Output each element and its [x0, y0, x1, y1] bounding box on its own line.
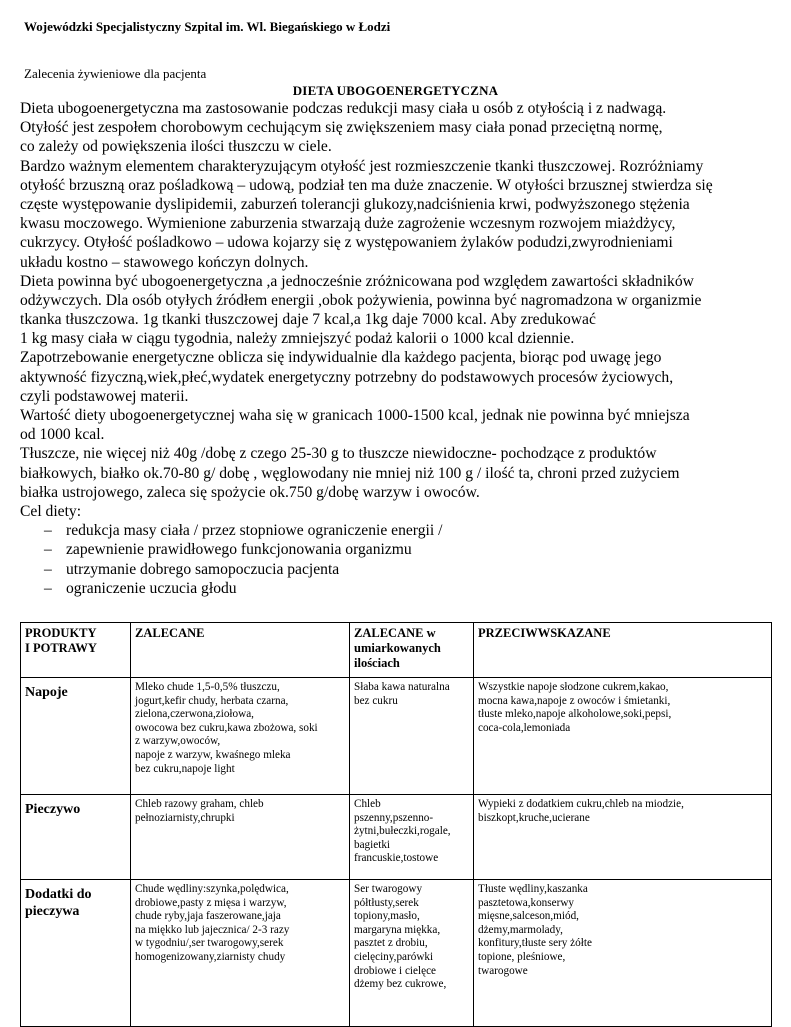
cell-line: pasztetowa,konserwy [478, 896, 574, 909]
cell-line: Ser twarogowy [354, 883, 423, 895]
diet-goals-list [20, 521, 780, 598]
cell-line: cielęciny,parówki [354, 950, 434, 963]
cell-line: na miękko lub jajecznica/ 2-3 razy [135, 923, 290, 936]
diet-description [20, 99, 780, 598]
cell-line: drobiowe i cielęce [354, 964, 436, 977]
cell-line: napoje z warzyw, kwaśnego mleka [135, 748, 291, 761]
text-line: układu kostno – stawowego kończyn dolnych. [20, 253, 309, 271]
contraindicated-cell [474, 678, 772, 795]
table-row [21, 880, 772, 1027]
category-cell [21, 795, 131, 880]
goal-text: ograniczenie uczucia głodu [66, 579, 237, 597]
moderate-cell [350, 880, 474, 1027]
text-line: otyłość brzuszną oraz pośladkową – udową, podział ten ma duże znaczenie. W otyłości brzusznej stwierdza się [20, 176, 713, 194]
cell-line: Pieczywo [25, 802, 81, 817]
list-item [20, 579, 780, 598]
cell-line: dżemy bez cukrowe, [354, 978, 447, 991]
list-item [20, 540, 780, 559]
cell-line: biszkopt,kruche,ucierane [478, 811, 590, 824]
description-lines [20, 99, 780, 521]
cell-line: Mleko chude 1,5-0,5% tłuszczu, [135, 681, 280, 693]
header-products [21, 623, 131, 678]
goal-text: zapewnienie prawidłowego funkcjonowania organizmu [66, 541, 412, 559]
cell-line: Wypieki z dodatkiem cukru,chleb na miodzie, [478, 798, 684, 810]
contraindicated-cell [474, 795, 772, 880]
text-line: Dieta ubogoenergetyczna ma zastosowanie podczas redukcji masy ciała u osób z otyłością i z nadwagą. [20, 100, 667, 117]
text-line: Bardzo ważnym elementem charakteryzującym otyłość jest rozmieszczenie tkanki tłuszczowej. Rozróżniamy [20, 157, 704, 175]
header-moderate [350, 623, 474, 678]
text-line: kwasu moczowego. Wymienione zaburzenia stwarzają duże zagrożenie wczesnym rozwojem miażdżycy, [20, 215, 676, 233]
cell-line: żytni,bułeczki,rogale, [354, 825, 451, 838]
table-row [21, 795, 772, 880]
text-line: częste występowanie dyslipidemii, zaburzeń tolerancji glukozy,nadciśnienia krwi, podwyższonego stężenia [20, 195, 690, 213]
cell-line: drobiowe,pasty z mięsa i warzyw, [135, 896, 287, 909]
contraindicated-cell [474, 880, 772, 1027]
cell-line: Chleb [354, 798, 381, 810]
table-row [21, 678, 772, 795]
text-line: 1 kg masy ciała w ciągu tygodnia, należy zmniejszyć podaż kalorii o 1000 kcal dziennie. [20, 330, 575, 348]
cell-line: PRZECIWWSKAZANE [478, 626, 611, 640]
text-line: Wartość diety ubogoenergetycznej waha się w granicach 1000-1500 kcal, jednak nie powinna być mniejsza [20, 407, 690, 424]
cell-line: pasztet z drobiu, [354, 937, 428, 950]
cell-line: bez cukru,napoje light [135, 762, 235, 775]
cell-line: Chude wędliny:szynka,polędwica, [135, 883, 289, 895]
cell-line: coca-cola,lemoniada [478, 721, 571, 734]
cell-line: bagietki [354, 838, 391, 851]
table-header-row [21, 623, 772, 678]
text-line: tkanka tłuszczowa. 1g tkanki tłuszczowej daje 7 kcal,a 1kg daje 7000 kcal. Aby zredukować [20, 311, 596, 329]
cell-line: Słaba kawa naturalna [354, 681, 450, 693]
cell-line: francuskie,tostowe [354, 852, 439, 865]
cell-line: jogurt,kefir chudy, herbata czarna, [135, 694, 289, 707]
list-item [20, 521, 780, 540]
cell-line: Chleb razowy graham, chleb [135, 798, 264, 810]
dash-bullet: – [44, 579, 52, 597]
cell-line: Napoje [25, 685, 68, 700]
text-line: czyli podstawowej materii. [20, 387, 189, 405]
cell-line: twarogowe [478, 964, 528, 977]
header-recommended [131, 623, 350, 678]
dash-bullet: – [44, 541, 52, 559]
cell-line: PRODUKTY [25, 626, 97, 640]
cell-line: margaryna miękka, [354, 923, 441, 936]
cell-line: Tłuste wędliny,kaszanka [478, 883, 588, 895]
dash-bullet: – [44, 560, 52, 578]
text-line: Tłuszcze, nie więcej niż 40g /dobę z czego 25-30 g to tłuszcze niewidoczne- pochodzące z produktów [20, 445, 657, 463]
document-subtitle: Zalecenia żywieniowe dla pacjenta [24, 66, 207, 81]
cell-line: pełnoziarnisty,chrupki [135, 811, 235, 824]
cell-line: Wszystkie napoje słodzone cukrem,kakao, [478, 681, 669, 693]
cell-line: Dodatki do [25, 887, 92, 902]
category-cell [21, 678, 131, 795]
dash-bullet: – [44, 522, 52, 540]
cell-line: mocna kawa,napoje z owoców i śmietanki, [478, 694, 671, 707]
text-line: Cel diety: [20, 502, 82, 520]
cell-line: w tygodniu/,ser twarogowy,serek [135, 937, 284, 950]
cell-line: półtłusty,serek [354, 896, 419, 909]
goal-text: utrzymanie dobrego samopoczucia pacjenta [66, 560, 340, 578]
recommended-cell [131, 678, 350, 795]
diet-title: DIETA UBOGOENERGETYCZNA [292, 83, 499, 98]
cell-line: topiony,masło, [354, 910, 420, 923]
text-line: białkowych, białko ok.70-80 g/ dobę , węglowodany nie mniej niż 100 g / ilość ta, chroni przed zużyciem [20, 464, 680, 482]
text-line: Dieta powinna być ubogoenergetyczna ,a jednocześnie zróżnicowana pod względem zawartości składników [20, 272, 694, 290]
category-cell [21, 880, 131, 1027]
cell-line: topione, pleśniowe, [478, 950, 566, 963]
moderate-cell [350, 678, 474, 795]
cell-line: ZALECANE [135, 626, 205, 640]
text-line: Otyłość jest zespołem chorobowym cechującym się zwiększeniem masy ciała ponad przeciętną normę, [20, 119, 663, 137]
cell-line: owocowa bez cukru,kawa zbożowa, soki [135, 721, 318, 734]
goal-text: redukcja masy ciała / przez stopniowe ograniczenie energii / [66, 522, 443, 540]
cell-line: konfitury,tłuste sery żółte [478, 937, 592, 950]
cell-line: z warzyw,owoców, [135, 735, 221, 748]
text-line: cukrzycy. Otyłość pośladkowo – udowa kojarzy się z występowaniem żylaków podudzi,zwyrodnieniami [20, 234, 673, 252]
recommended-cell [131, 795, 350, 880]
cell-line: pszenny,pszenno- [354, 811, 434, 824]
cell-line: mięsne,salceson,miód, [478, 910, 579, 923]
text-line: odżywczych. Dla osób otyłych źródłem energii ,obok pożywienia, powinna być nagromadzona w organizmie [20, 291, 702, 309]
recommended-cell [131, 880, 350, 1027]
text-line: co zależy od powiększenia ilości tłuszczu w ciele. [20, 138, 332, 156]
food-recommendations-table [20, 622, 772, 1027]
list-item [20, 560, 780, 579]
cell-line: bez cukru [354, 694, 398, 707]
cell-line: ZALECANE w [354, 626, 436, 640]
cell-line: dżemy,marmolady, [478, 923, 563, 936]
text-line: od 1000 kcal. [20, 426, 105, 444]
cell-line: pieczywa [25, 904, 80, 919]
header-contraindicated [474, 623, 772, 678]
cell-line: homogenizowany,ziarnisty chudy [135, 950, 286, 963]
cell-line: chude ryby,jaja faszerowane,jaja [135, 910, 281, 923]
hospital-name: Wojewódzki Specjalistyczny Szpital im. Wl. Biegańskiego w Łodzi [24, 19, 391, 34]
text-line: aktywność fizyczną,wiek,płeć,wydatek energetyczny potrzebny do podstawowych procesów życiowych, [20, 368, 674, 386]
cell-line: ilościach [354, 656, 400, 670]
moderate-cell [350, 795, 474, 880]
cell-line: zielona,czerwona,ziołowa, [135, 708, 254, 721]
text-line: Zapotrzebowanie energetyczne oblicza się indywidualnie dla każdego pacjenta, biorąc pod uwagę jego [20, 349, 662, 367]
cell-line: tłuste mleko,napoje alkoholowe,soki,pepsi, [478, 708, 672, 721]
cell-line: I POTRAWY [25, 641, 97, 655]
text-line: białka ustrojowego, zaleca się spożycie ok.750 g/dobę warzyw i owoców. [20, 483, 480, 501]
cell-line: umiarkowanych [354, 641, 441, 655]
